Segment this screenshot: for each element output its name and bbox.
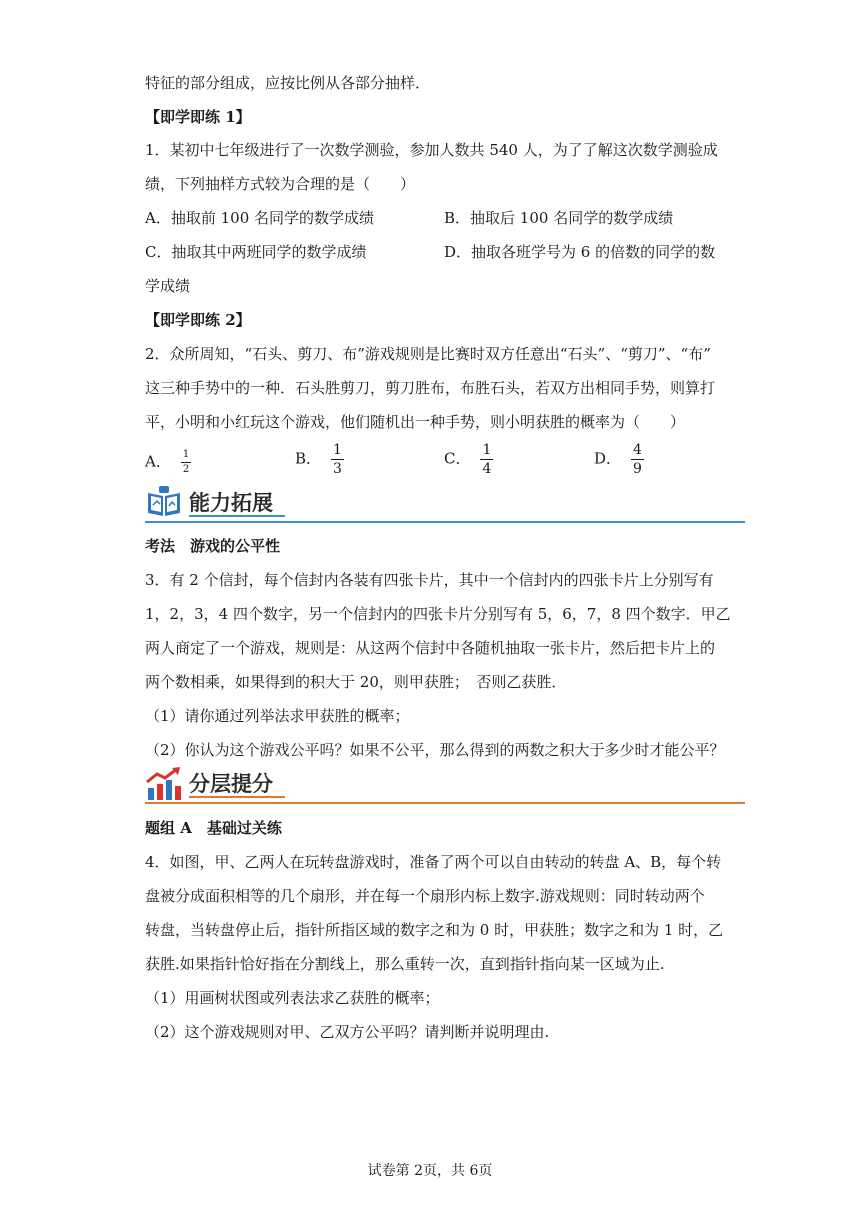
question-2-line-3: 平，小明和小红玩这个游戏，他们随机出一种手势，则小明获胜的概率为（ ） [145,413,686,431]
question-1-line-2: 绩，下列抽样方式较为合理的是（ ） [145,175,416,193]
question-4-line-1: 4．如图，甲、乙两人在玩转盘游戏时，准备了两个可以自由转动的转盘 A、B，每个转 [145,853,722,871]
q1-option-b: B．抽取后 100 名同学的数学成绩 [444,209,674,227]
fraction-d-num: 4 [633,442,642,458]
q2-option-c-label: C． [444,449,471,468]
banner-rule [145,802,745,804]
section-banner-layered [145,764,745,804]
fraction-b [331,443,344,476]
q2-option-b-label: B． [295,449,322,468]
practice-tag-2: 【即学即练 2】 [145,311,251,329]
question-3-part-2: （2）你认为这个游戏公平吗？如果不公平，那么得到的两数之积大于多少时才能公平？ [145,741,725,759]
question-4-line-4: 获胜.如果指针恰好指在分割线上，那么重转一次，直到指针指向某一区域为止. [145,955,665,973]
q2-option-a [145,450,191,475]
bar-chart-arrow-icon [145,766,183,800]
section-banner-ability [145,483,745,523]
fraction-d [631,443,644,476]
question-3-line-3: 两人商定了一个游戏，规则是：从这两个信封中各随机抽取一张卡片，然后把卡片上的 [145,639,716,657]
fraction-b-num: 1 [333,442,342,458]
fraction-c-den: 4 [482,461,492,477]
question-3-line-1: 3．有 2 个信封，每个信封内各装有四张卡片，其中一个信封内的四张卡片上分别写有 [145,571,714,589]
question-3-line-2: 1，2，3，4 四个数字，另一个信封内的四张卡片分别写有 5，6，7，8 四个数字．甲乙 [145,605,731,623]
open-book-icon [145,485,183,519]
fraction-a-den: 2 [182,464,190,475]
question-4-line-3: 转盘，当转盘停止后，指针所指区域的数字之和为 0 时，甲获胜；数字之和为 1 时，乙 [145,921,724,939]
q1-option-c: C．抽取其中两班同学的数学成绩 [145,243,367,261]
question-3-part-1: （1）请你通过列举法求甲获胜的概率； [145,707,410,725]
q1-option-d: D．抽取各班学号为 6 的倍数的同学的数 [444,243,716,261]
practice-tag-1: 【即学即练 1】 [145,108,251,126]
question-3-line-4: 两个数相乘，如果得到的积大于 20，则甲获胜； 否则乙获胜． [145,673,567,691]
page-footer: 试卷第 2页，共 6页 [367,1163,493,1179]
q2-option-c [444,443,493,476]
question-2-line-1: 2．众所周知，“石头、剪刀、布”游戏规则是比赛时双方任意出“石头”、“剪刀”、“布” [145,345,711,363]
q2-option-d-label: D． [594,449,622,468]
banner-rule [145,521,745,523]
question-4-line-2: 盘被分成面积相等的几个扇形，并在每一个扇形内标上数字.游戏规则：同时转动两个 [145,887,705,905]
fraction-b-den: 3 [333,461,342,477]
banner-title-layered: 分层提分 [189,772,273,796]
banner-underline [189,796,285,798]
q2-option-b [295,443,344,476]
fraction-d-den: 9 [633,461,642,477]
q2-option-d [594,443,644,476]
question-4-part-2: （2）这个游戏规则对甲、乙双方公平吗？请判断并说明理由. [145,1023,550,1041]
method-heading: 考法 游戏的公平性 [145,537,281,555]
q2-option-a-label: A． [145,452,171,471]
q1-option-a: A．抽取前 100 名同学的数学成绩 [145,209,375,227]
question-2-line-2: 这三种手势中的一种．石头胜剪刀，剪刀胜布，布胜石头，若双方出相同手势，则算打 [145,379,716,397]
question-1-line-1: 1．某初中七年级进行了一次数学测验，参加人数共 540 人，为了了解这次数学测验成 [145,141,718,159]
fraction-c-num: 1 [482,442,492,458]
banner-title-ability: 能力拓展 [189,491,273,515]
question-4-part-1: （1）用画树状图或列表法求乙获胜的概率； [145,989,440,1007]
banner-underline [189,515,285,517]
q1-option-d-cont: 学成绩 [145,277,191,295]
fraction-a [181,450,191,475]
group-heading: 题组 A 基础过关练 [145,819,282,837]
fraction-c [480,443,493,476]
fraction-a-num: 1 [181,450,191,463]
text-line: 特征的部分组成，应按比例从各部分抽样． [145,74,431,92]
